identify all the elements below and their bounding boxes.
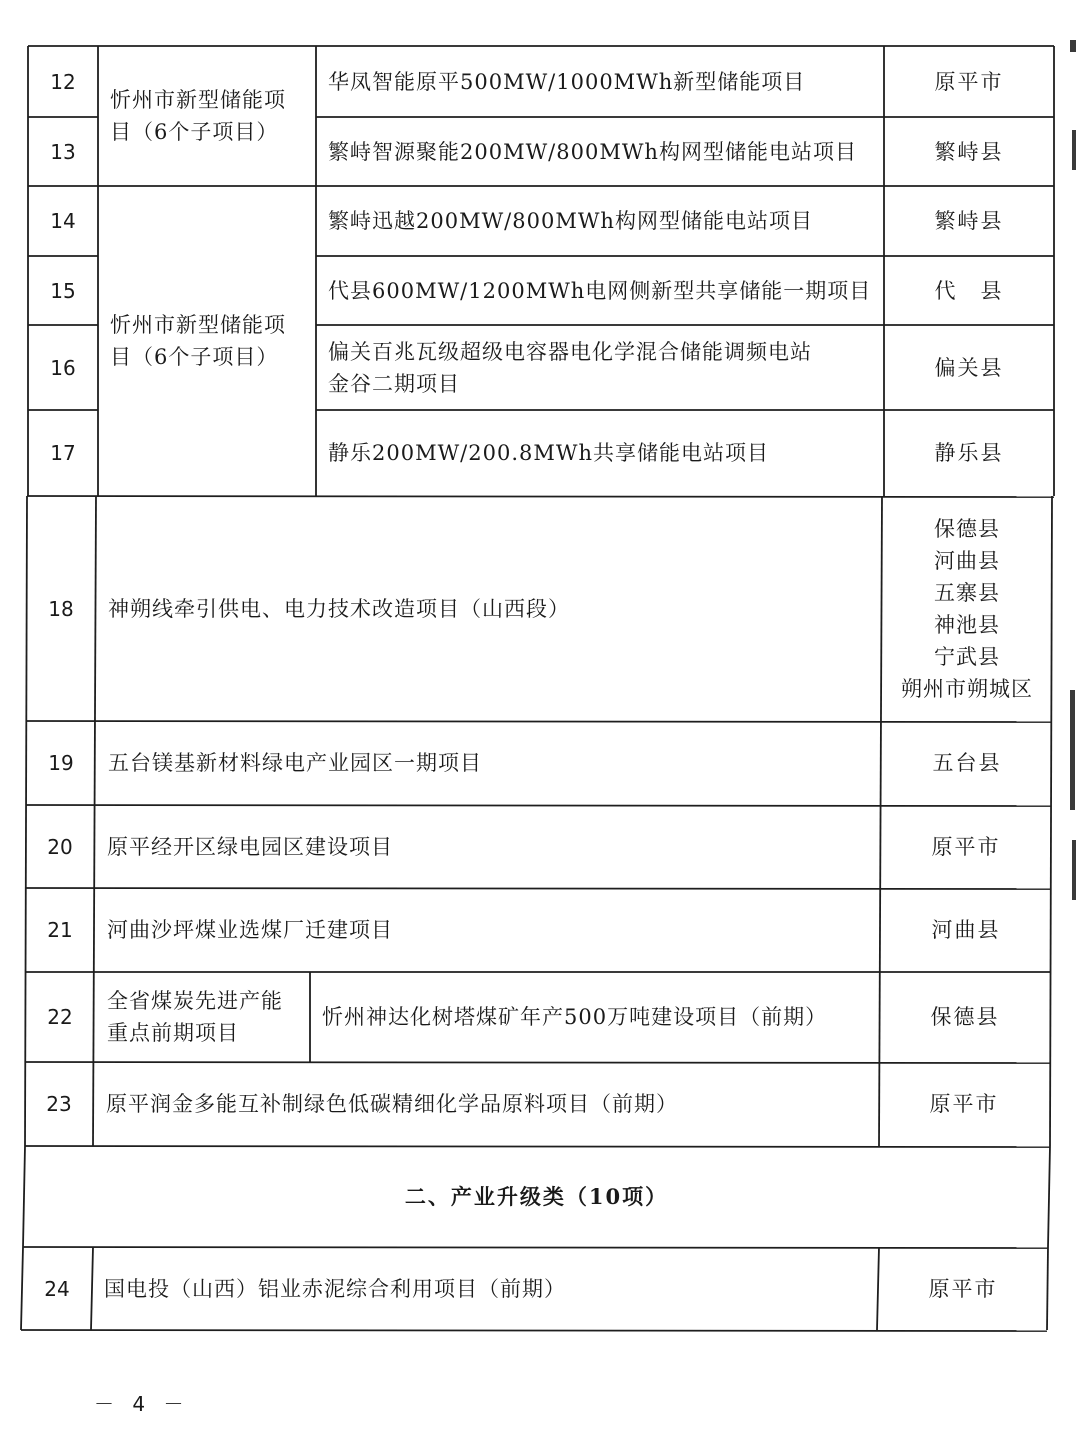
project-name	[316, 325, 884, 410]
group-label-line1: 忻州市新型储能项	[110, 88, 286, 112]
scan-edge-mark	[1072, 130, 1076, 170]
row-number: 13	[50, 139, 76, 164]
project-name: 忻州神达化树塔煤矿年产500万吨建设项目（前期）	[322, 1005, 828, 1029]
row-number: 23	[46, 1092, 72, 1116]
project-location: 河曲县	[931, 918, 1001, 942]
group-label-line1: 忻州市新型储能项	[110, 313, 286, 337]
project-location: 偏关县	[934, 355, 1004, 380]
page-number: － 4 －	[94, 1392, 190, 1416]
row-number: 19	[48, 751, 74, 775]
project-name-line1: 偏关百兆瓦级超级电容器电化学混合储能调频电站	[328, 339, 812, 364]
project-name: 五台镁基新材料绿电产业园区一期项目	[108, 751, 482, 775]
project-location: 原平市	[929, 1092, 999, 1116]
location-item: 朔州市朔城区	[901, 676, 1033, 701]
scan-edge-mark	[1070, 40, 1076, 52]
location-item: 宁武县	[934, 644, 1000, 669]
project-name: 代县600MW/1200MWh电网侧新型共享储能一期项目	[328, 278, 872, 303]
project-name: 静乐200MW/200.8MWh共享储能电站项目	[328, 441, 769, 465]
project-name: 繁峙迅越200MW/800MWh构网型储能电站项目	[328, 209, 813, 233]
scan-edge-mark	[1070, 690, 1075, 810]
project-location: 繁峙县	[934, 209, 1004, 233]
project-group	[98, 46, 316, 186]
row-number: 15	[50, 278, 76, 303]
row-number: 22	[47, 1005, 73, 1029]
project-location: 原平市	[934, 69, 1004, 94]
project-location: 繁峙县	[934, 139, 1004, 164]
project-location: 静乐县	[934, 441, 1004, 465]
project-name: 神朔线牵引供电、电力技术改造项目（山西段）	[108, 596, 570, 621]
project-group	[98, 186, 316, 496]
project-name: 原平经开区绿电园区建设项目	[107, 834, 393, 859]
project-name: 繁峙智源聚能200MW/800MWh构网型储能电站项目	[328, 139, 857, 164]
group-label-line2: 重点前期项目	[107, 1021, 239, 1045]
location-item: 保德县	[934, 516, 1000, 541]
location-item: 神池县	[934, 612, 1000, 637]
project-name: 国电投（山西）铝业赤泥综合利用项目（前期）	[104, 1276, 566, 1301]
row-number: 17	[50, 441, 76, 465]
project-location: 代 县	[934, 278, 1004, 303]
project-location: 原平市	[928, 1276, 998, 1301]
project-location: 原平市	[931, 834, 1001, 859]
row-number: 18	[48, 596, 74, 621]
row-number: 20	[47, 834, 73, 859]
section-heading: 二、产业升级类（10项）	[404, 1183, 669, 1209]
row-number: 14	[50, 209, 76, 233]
project-name: 河曲沙坪煤业选煤厂迁建项目	[107, 918, 393, 942]
project-location: 五台县	[932, 751, 1002, 775]
group-label-line2: 目（6个子项目）	[110, 120, 279, 144]
row-number: 24	[44, 1276, 70, 1301]
project-location-list	[882, 496, 1052, 721]
group-label-line2: 目（6个子项目）	[110, 345, 279, 369]
location-item: 五寨县	[934, 580, 1000, 605]
row-number: 16	[50, 355, 76, 380]
project-group	[95, 972, 310, 1062]
project-name-line2: 金谷二期项目	[328, 371, 460, 396]
project-name: 原平润金多能互补制绿色低碳精细化学品原料项目（前期）	[106, 1092, 678, 1116]
location-item: 河曲县	[934, 548, 1000, 573]
row-number: 21	[47, 918, 73, 942]
row-number: 12	[50, 69, 76, 94]
project-location: 保德县	[930, 1005, 1000, 1029]
project-name: 华凤智能原平500MW/1000MWh新型储能项目	[328, 69, 806, 94]
scan-edge-mark	[1072, 840, 1076, 900]
group-label-line1: 全省煤炭先进产能	[107, 989, 283, 1013]
